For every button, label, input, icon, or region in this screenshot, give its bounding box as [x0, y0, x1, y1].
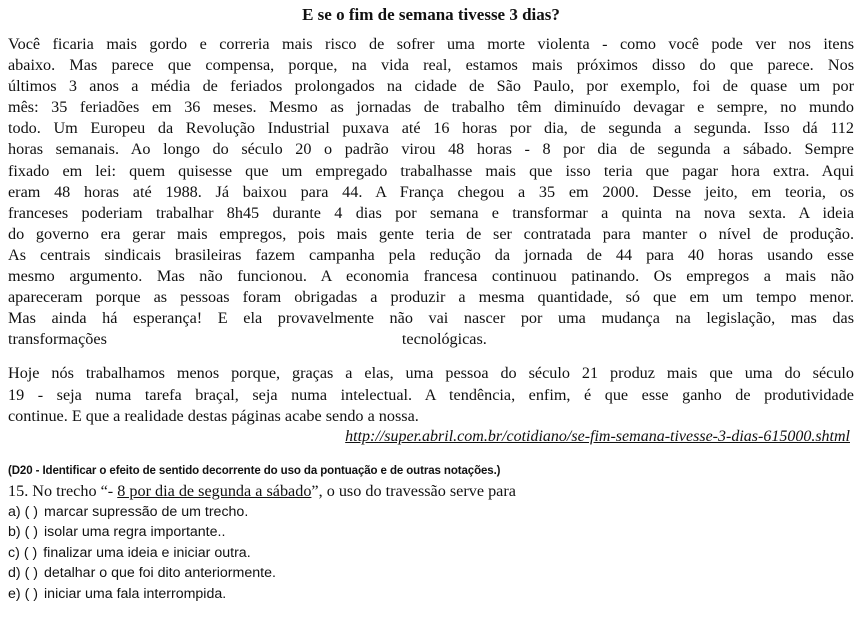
paragraph-line: 19 - seja numa tarefa braçal, seja numa intelectual. A tendência, enfim, é que esse ganho de produtividade	[8, 385, 854, 404]
paragraph-line: continue. E que a realidade destas páginas acabe sendo a nossa.	[8, 406, 419, 425]
paragraph-line: Hoje nós trabalhamos menos porque, graças a elas, uma pessoa do século 21 produz mais que uma do século	[8, 364, 854, 383]
question-stem	[8, 481, 854, 501]
option-letter: d)	[8, 565, 21, 582]
option-checkbox[interactable]: ( )	[23, 544, 38, 561]
option-text: isolar uma regra importante..	[44, 524, 226, 541]
answer-option-e[interactable]	[8, 584, 854, 605]
paragraph-line: apareceram porque as pessoas foram obrigadas a produzir a mesma quantidade, só que em um tempo menor.	[8, 288, 854, 307]
question-descriptor: (D20 - Identificar o efeito de sentido decorrente do uso da pontuação e de outras notações.)	[8, 464, 501, 477]
paragraph-line: últimos 3 anos a média de feriados prolongados na cidade de São Paulo, por exemplo, foi de quase um por	[8, 77, 854, 96]
option-checkbox[interactable]: ( )	[24, 586, 39, 603]
paragraph-line: Você ficaria mais gordo e correria mais risco de sofrer uma morte violenta - como você pode ver nos itens	[8, 35, 854, 53]
paragraph-2	[8, 363, 854, 426]
option-text: iniciar uma fala interrompida.	[44, 586, 227, 603]
paragraph-line: franceses poderiam trabalhar 8h45 durante 4 dias por semana e transformar a quinta na nova sexta. A ideia	[8, 203, 854, 222]
answer-option-a[interactable]	[8, 502, 854, 523]
option-letter: c)	[8, 544, 20, 561]
paragraph-line-end: tecnológicas.	[401, 330, 487, 349]
paragraph-line: fixado em lei: quem quisesse que um empregado trabalhasse mais que isso teria que pagar hora extra. Aqui	[8, 161, 854, 180]
question-stem-suffix: ”, o uso do travessão serve para	[311, 481, 516, 500]
paragraph-line-start: transformações	[8, 330, 107, 349]
answer-options	[8, 502, 854, 605]
answer-option-c[interactable]	[8, 543, 854, 564]
option-checkbox[interactable]: ( )	[24, 524, 39, 541]
document-title: E se o fim de semana tivesse 3 dias?	[302, 5, 560, 24]
answer-option-d[interactable]	[8, 563, 854, 584]
paragraph-line: eram 48 horas até 1988. Já baixou para 44. A França chegou a 35 em 2000. Desse jeito, em teoria, os	[8, 182, 854, 201]
source-link[interactable]: http://super.abril.com.br/cotidiano/se-fim-semana-tivesse-3-dias-615000.shtml	[345, 427, 850, 445]
paragraph-line: todo. Um Europeu da Revolução Industrial puxava até 16 horas por dia, de segunda a segunda. Isso dá 112	[8, 119, 854, 138]
paragraph-line: do governo era gerar mais empregos, pois mais gente teria de ser contratada para manter o nível de produção.	[8, 224, 854, 243]
option-text: finalizar uma ideia e iniciar outra.	[43, 544, 251, 561]
paragraph-line: mesmo argumento. Mas não funcionou. A economia francesa continuou patinando. Os empregos a mais não	[8, 267, 854, 286]
option-checkbox[interactable]: ( )	[24, 565, 39, 582]
question-stem-prefix: 15. No trecho “-	[8, 481, 118, 500]
answer-option-b[interactable]	[8, 522, 854, 543]
paragraph-line	[8, 329, 854, 350]
paragraph-1	[8, 34, 854, 350]
option-letter: a)	[8, 503, 21, 520]
option-text: marcar supressão de um trecho.	[44, 503, 249, 520]
paragraph-line: abaixo. Mas parece que compensa, porque, na vida real, estamos mais próximos disso do que parece. Nos	[8, 56, 854, 75]
option-checkbox[interactable]: ( )	[24, 503, 39, 520]
question-quoted-excerpt: 8 por dia de segunda a sábado	[117, 481, 312, 500]
option-letter: e)	[8, 586, 21, 603]
paragraph-line: horas semanais. Ao longo do século 20 o padrão virou 48 horas - 8 por dia de segunda a sábado. Sempre	[8, 140, 854, 159]
paragraph-line: mês: 35 feriadões em 36 meses. Mesmo as jornadas de trabalho têm diminuído devagar e sempre, no mundo	[8, 98, 854, 117]
paragraph-line: Mas ainda há esperança! E ela provavelmente não vai nascer por uma mudança na legislação, mas das	[8, 309, 854, 328]
option-letter: b)	[8, 524, 21, 541]
paragraph-line: As centrais sindicais brasileiras fazem campanha pela redução da jornada de 44 para 40 horas usando esse	[8, 245, 854, 264]
option-text: detalhar o que foi dito anteriormente.	[44, 565, 276, 582]
